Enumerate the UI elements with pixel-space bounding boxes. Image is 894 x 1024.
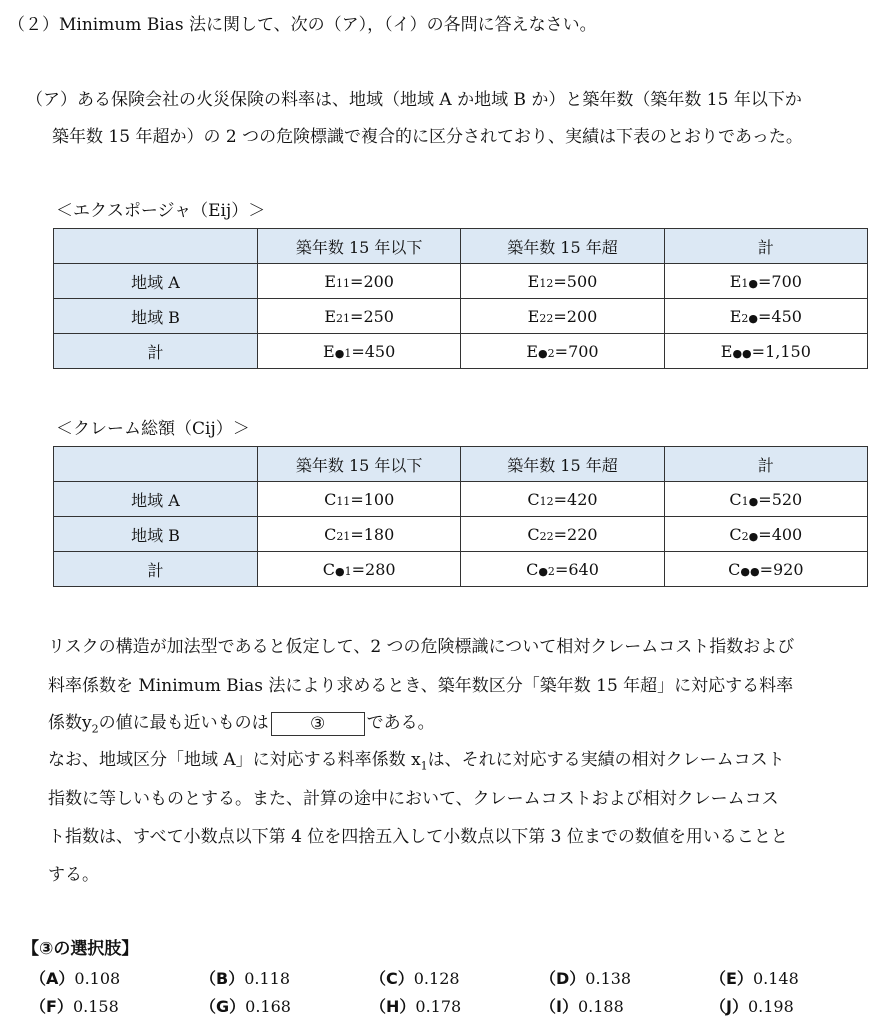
exposure-row [54,334,868,369]
choice-value: 0.178 [415,997,462,1016]
choice-option[interactable] [710,966,799,989]
body-line3 [48,708,435,736]
body-line5: 指数に等しいものとする。また、計算の途中において、クレームコストおよび相対クレームコス [48,789,779,809]
choices-heading: 【③の選択肢】 [22,939,139,959]
part-a-line2: 築年数 15 年超か）の 2 つの危険標識で複合的に区分されており、実績は下表のとおりであった。 [52,127,803,147]
claim-header-cell: 計 [664,447,867,482]
choice-label: （J） [710,997,748,1016]
choice-option[interactable] [30,994,119,1017]
exposure-row-label: 地域 A [54,264,258,299]
claim-cell: C12=420 [461,482,664,517]
choice-value: 0.138 [585,969,632,988]
exposure-cell: E12=500 [461,264,664,299]
exposure-header-cell: 計 [664,229,867,264]
exposure-header-cell: 築年数 15 年超 [461,229,664,264]
choice-value: 0.158 [72,997,119,1016]
exposure-row [54,264,868,299]
exposure-cell: E21=250 [258,299,461,334]
claim-row [54,552,868,587]
choice-label: （A） [30,969,75,988]
claim-header-cell: 築年数 15 年超 [461,447,664,482]
body-line4 [48,745,785,772]
exposure-header-cell: 築年数 15 年以下 [258,229,461,264]
body-line2: 料率係数を Minimum Bias 法により求めるとき、築年数区分「築年数 15 年超」に対応する料率 [48,676,794,696]
body-line3-post: である。 [366,713,435,733]
choice-value: 0.188 [577,997,624,1016]
choice-value: 0.118 [244,969,291,988]
claim-cell: C1●=520 [664,482,867,517]
body-line4-post: は、それに対応する実績の相対クレームコスト [427,750,785,770]
choice-value: 0.148 [752,969,799,988]
part-a-line1: （ア）ある保険会社の火災保険の料率は、地域（地域 A か地域 B か）と築年数（築年数 15 年以下か [26,90,802,110]
exposure-row-label: 計 [54,334,258,369]
claim-cell: C●●=920 [664,552,867,587]
claim-row [54,482,868,517]
choice-label: （E） [710,969,753,988]
choice-label: （G） [200,997,246,1016]
claim-cell: C●1=280 [258,552,461,587]
exposure-table-caption: ＜エクスポージャ（Eij）＞ [56,201,266,221]
body-line1: リスクの構造が加法型であると仮定して、2 つの危険標識について相対クレームコスト指数および [48,637,795,657]
body-line3-pre: 係数y [48,713,92,733]
exposure-table [53,228,868,369]
claim-row [54,517,868,552]
choice-value: 0.108 [74,969,121,988]
body-line3-mid: の値に最も近いものは [98,713,269,733]
exposure-row [54,299,868,334]
exposure-cell: E11=200 [258,264,461,299]
choice-label: （H） [370,997,416,1016]
body-line4-text: なお、地域区分「地域 A」に対応する料率係数 x [48,750,421,770]
body-line4-sub: 1 [420,759,428,773]
choice-option[interactable] [370,966,460,989]
claim-row-label: 地域 B [54,517,258,552]
choice-value: 0.168 [245,997,291,1016]
choice-label: （D） [540,969,586,988]
claim-table-caption: ＜クレーム総額（Cij）＞ [56,419,250,439]
exposure-cell: E●1=450 [258,334,461,369]
choice-option[interactable] [540,994,624,1017]
claim-row-label: 計 [54,552,258,587]
exposure-cell: E●●=1,150 [664,334,867,369]
exposure-cell: E1●=700 [664,264,867,299]
claim-header-cell: 築年数 15 年以下 [258,447,461,482]
claim-cell: C11=100 [258,482,461,517]
question-heading: （２）Minimum Bias 法に関して、次の（ア），（イ）の各問に答えなさい。 [8,15,597,35]
claim-cell: C21=180 [258,517,461,552]
choice-option[interactable] [200,966,290,989]
choice-option[interactable] [30,966,120,989]
exposure-header-cell [54,229,258,264]
choice-label: （I） [540,997,578,1016]
claim-cell: C2●=400 [664,517,867,552]
choice-value: 0.128 [413,969,460,988]
exposure-row-label: 地域 B [54,299,258,334]
choice-label: （C） [370,969,414,988]
claim-cell: C22=220 [461,517,664,552]
claim-cell: C●2=640 [461,552,664,587]
choice-value: 0.198 [747,997,794,1016]
claim-header-cell [54,447,258,482]
choice-option[interactable] [200,994,291,1017]
claim-table [53,446,868,587]
exposure-cell: E2●=450 [664,299,867,334]
choice-option[interactable] [370,994,461,1017]
body-line7: する。 [48,865,99,885]
body-line3-sub: 2 [91,722,99,736]
claim-row-label: 地域 A [54,482,258,517]
choice-label: （F） [30,997,73,1016]
answer-blank: ③ [271,712,365,736]
choice-label: （B） [200,969,245,988]
body-line6: ト指数は、すべて小数点以下第 4 位を四捨五入して小数点以下第 3 位までの数値を用いることと [48,827,788,847]
exposure-cell: E●2=700 [461,334,664,369]
choice-option[interactable] [540,966,631,989]
choice-option[interactable] [710,994,794,1017]
exposure-cell: E22=200 [461,299,664,334]
